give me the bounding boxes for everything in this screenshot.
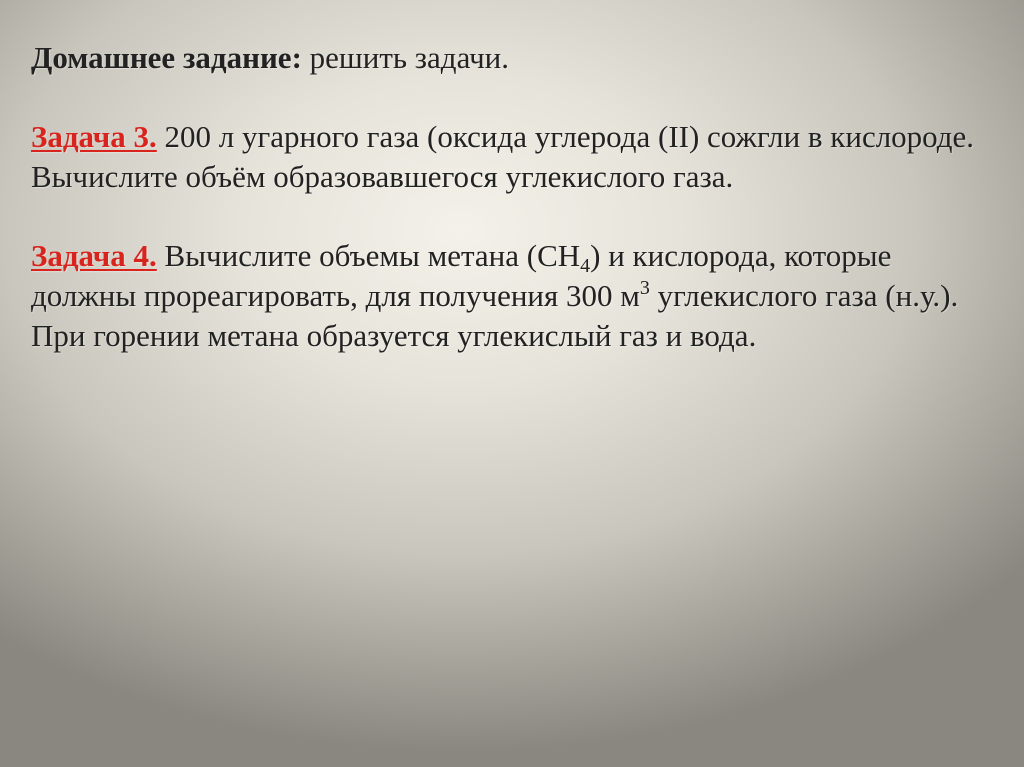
task-4-text-after-formula: ) и кислорода, которые должны прореагировать, для получения 300 м <box>31 238 892 313</box>
task-4-label: Задача 4. <box>31 238 157 273</box>
homework-heading-rest: решить задачи. <box>301 40 510 75</box>
homework-heading-bold: Домашнее задание: <box>31 40 302 75</box>
cubic-unit-superscript: 3 <box>639 277 650 299</box>
task-3-label: Задача 3. <box>31 119 157 154</box>
task-4-text-end: углекислого газа (н.у.). При горении метана образуется углекислый газ и вода. <box>31 278 959 353</box>
task-3-text: 200 л угарного газа (оксида углерода (II) сожгли в кислороде. Вычислите объём образовавшегося углекислого газа. <box>31 119 975 194</box>
homework-heading <box>31 38 991 78</box>
task-4-text-before-formula: Вычислите объемы метана (CH <box>156 238 581 273</box>
task-4-paragraph <box>31 236 991 356</box>
task-3-paragraph <box>31 117 991 197</box>
methane-formula-subscript: 4 <box>580 255 591 277</box>
homework-text-block <box>31 38 991 395</box>
